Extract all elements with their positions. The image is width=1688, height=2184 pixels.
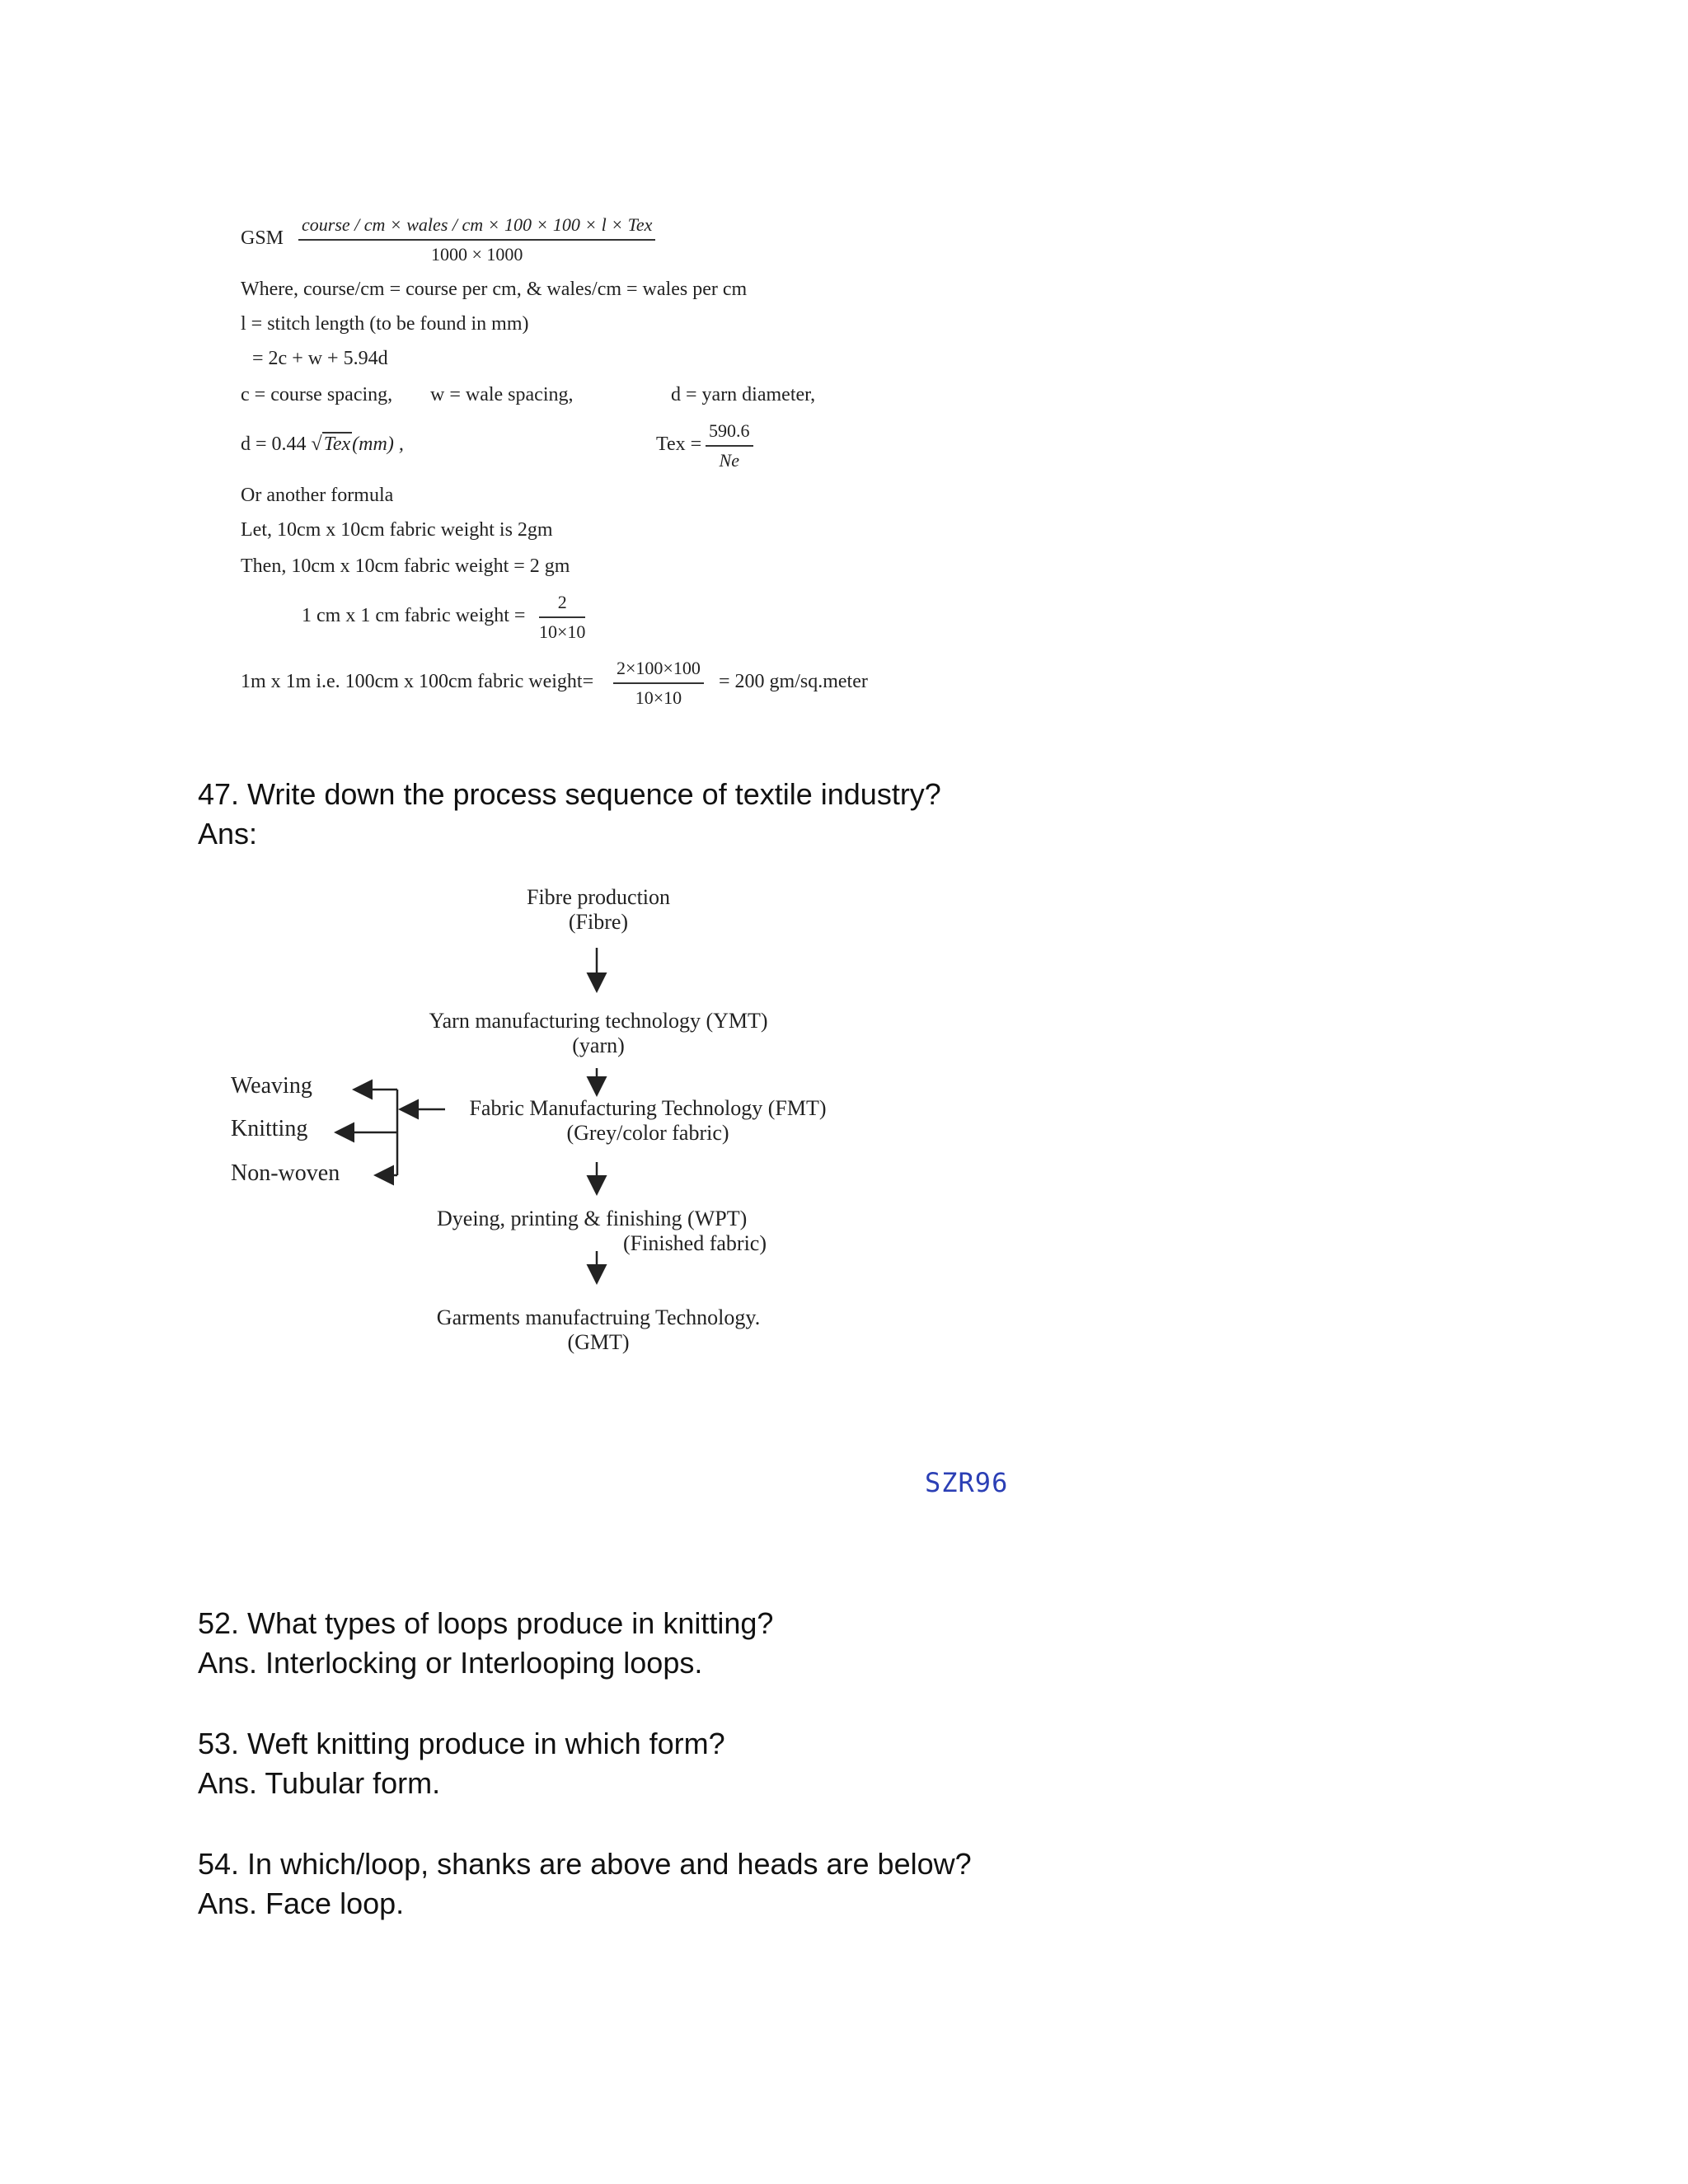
- gsm-denominator: 1000 × 1000: [430, 244, 523, 265]
- node-fmt-title: Fabric Manufacturing Technology (FMT): [469, 1096, 827, 1120]
- question-47-text: 47. Write down the process sequence of textile industry?: [198, 777, 941, 811]
- one-m-numerator: 2×100×100: [613, 658, 704, 684]
- d-formula-suffix: (mm) ,: [352, 434, 404, 455]
- question-47-answer: Ans:: [198, 817, 258, 851]
- course-spacing: c = course spacing,: [241, 384, 393, 405]
- one-m-result: = 200 gm/sq.meter: [719, 671, 868, 692]
- tex-denominator: Ne: [719, 450, 739, 471]
- gsm-label: GSM: [241, 227, 284, 249]
- branch-weaving: Weaving: [231, 1073, 312, 1099]
- node-fibre-title: Fibre production: [526, 885, 671, 909]
- node-dyeing: [437, 1207, 767, 1256]
- node-dyeing-title: Dyeing, printing & finishing (WPT): [437, 1207, 748, 1230]
- question-52-answer: Ans. Interlocking or Interlooping loops.: [198, 1646, 703, 1680]
- node-gmt: [437, 1305, 760, 1355]
- stitch-length-line: l = stitch length (to be found in mm): [241, 313, 529, 335]
- let-line: Let, 10cm x 10cm fabric weight is 2gm: [241, 519, 553, 541]
- yarn-diameter: d = yarn diameter,: [671, 384, 816, 405]
- d-formula: d = 0.44 √Tex(mm) ,: [241, 434, 404, 455]
- one-cm-denominator: 10×10: [539, 621, 586, 642]
- or-another-formula: Or another formula: [241, 485, 394, 506]
- branch-knitting: Knitting: [231, 1116, 308, 1141]
- one-m-label: 1m x 1m i.e. 100cm x 100cm fabric weight=: [241, 671, 594, 692]
- question-52-text: 52. What types of loops produce in knitting?: [198, 1606, 774, 1640]
- node-ymt: [429, 1009, 767, 1058]
- where-line: Where, course/cm = course per cm, & wales/cm = wales per cm: [241, 279, 748, 300]
- then-line: Then, 10cm x 10cm fabric weight = 2 gm: [241, 555, 570, 577]
- node-ymt-sub: (yarn): [572, 1033, 625, 1057]
- node-ymt-title: Yarn manufacturing technology (YMT): [429, 1009, 768, 1033]
- d-formula-root: Tex: [323, 434, 351, 455]
- wale-spacing: w = wale spacing,: [430, 384, 574, 405]
- node-fibre-sub: (Fibre): [568, 910, 629, 934]
- node-fmt-sub: (Grey/color fabric): [566, 1121, 729, 1145]
- handwritten-signature: SZR96: [925, 1467, 1009, 1498]
- one-cm-numerator: 2: [539, 592, 585, 618]
- d-formula-prefix: d = 0.44: [241, 434, 307, 455]
- node-fibre-production: [527, 885, 670, 935]
- stitch-equation: = 2c + w + 5.94d: [252, 348, 388, 369]
- one-cm-label: 1 cm x 1 cm fabric weight =: [302, 605, 526, 626]
- question-53-text: 53. Weft knitting produce in which form?: [198, 1727, 725, 1760]
- one-m-denominator: 10×10: [635, 687, 682, 708]
- gsm-numerator: course / cm × wales / cm × 100 × 100 × l × Tex: [298, 214, 655, 241]
- question-54-answer: Ans. Face loop.: [198, 1886, 405, 1920]
- branch-nonwoven: Non-woven: [231, 1160, 340, 1186]
- tex-numerator: 590.6: [706, 420, 753, 447]
- question-54-text: 54. In which/loop, shanks are above and heads are below?: [198, 1847, 972, 1881]
- node-gmt-title: Garments manufactruing Technology.: [436, 1305, 761, 1329]
- node-dyeing-sub: (Finished fabric): [623, 1231, 767, 1255]
- node-gmt-sub: (GMT): [567, 1330, 630, 1354]
- tex-label: Tex =: [656, 434, 702, 455]
- question-53-answer: Ans. Tubular form.: [198, 1766, 441, 1800]
- node-fmt: [469, 1096, 826, 1146]
